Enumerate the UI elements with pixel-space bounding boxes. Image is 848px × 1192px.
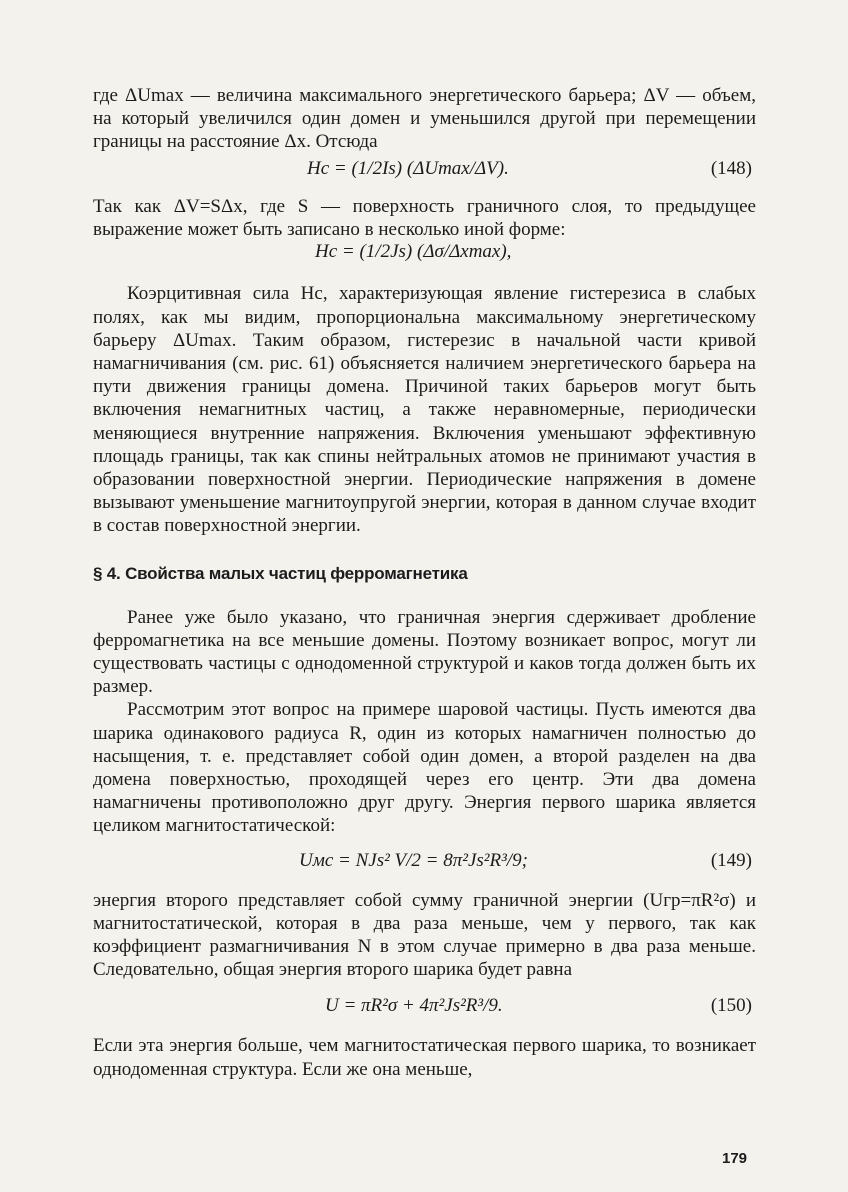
equation-149	[93, 848, 756, 873]
paragraph-7: Если эта энергия больше, чем магнитостатическая первого шарика, то возникает однодоменная структура. Если же она меньше,	[93, 1035, 756, 1080]
section-heading: § 4. Свойства малых частиц ферромагнетика	[93, 563, 468, 583]
paragraph-4: Ранее уже было указано, что граничная энергия сдерживает дробление ферромагнетика на все меньшие домены. Поэтому возникает вопрос, могут ли существовать частицы с однодоменной структурой и каков тогда должен быть их размер.	[93, 606, 756, 698]
page-number: 179	[722, 1150, 748, 1167]
equation-149-expression: Uмс = NJs² V/2 = 8π²Js²R³/9;	[299, 849, 528, 871]
equation-150	[93, 993, 756, 1018]
equation-150-expression: U = πR²σ + 4π²Js²R³/9.	[325, 995, 503, 1017]
equation-148	[93, 156, 756, 181]
paragraph-2: Так как ΔV=SΔx, где S — поверхность граничного слоя, то предыдущее выражение может быть записано в несколько иной форме:	[93, 196, 756, 241]
equation-unnumbered-expression: Hc = (1/2Js) (Δσ/Δxmax),	[315, 241, 512, 263]
equation-148-number: (148)	[710, 158, 752, 179]
equation-unnumbered	[93, 239, 756, 264]
paragraph-1: где ΔUmax — величина максимального энергетического барьера; ΔV — объем, на который увеличился один домен и уменьшился другой при перемещении границы на расстояние Δx. Отсюда	[93, 85, 756, 153]
paragraph-3: Коэрцитивная сила Hc, характеризующая явление гистерезиса в слабых полях, как мы видим, пропорциональна максимальному энергетическому барьеру ΔUmax. Таким образом, гистерезис в начальной части кривой намагничивания (см. рис. 61) объясняется наличием энергетического барьера на пути движения границы домена. Причиной таких барьеров могут быть включения немагнитных частиц, а также неравномерные, периодически меняющиеся внутренние напряжения. Включения уменьшают эффективную площадь границы, так как спины нейтральных атомов не принимают участия в образовании поверхностной энергии. Периодические напряжения в домене вызывают уменьшение магнитоупругой энергии, которая в данном случае входит в состав поверхностной энергии.	[93, 283, 756, 537]
paragraph-5: Рассмотрим этот вопрос на примере шаровой частицы. Пусть имеются два шарика одинакового радиуса R, один из которых намагничен полностью до насыщения, т. е. представляет собой один домен, а второй разделен на два домена поверхностью, проходящей через его центр. Эти два домена намагничены противоположно друг другу. Энергия первого шарика является целиком магнитостатической:	[93, 699, 756, 837]
page-body	[93, 84, 756, 1081]
equation-150-number: (150)	[710, 995, 752, 1017]
equation-149-number: (149)	[710, 849, 752, 871]
equation-148-expression: Hc = (1/2Is) (ΔUmax/ΔV).	[307, 158, 509, 179]
paragraph-6: энергия второго представляет собой сумму граничной энергии (Uгр=πR²σ) и магнитостатической, которая в два раза меньше, чем у первого, так как коэффициент размагничивания N в этом случае примерно в два раза меньше. Следовательно, общая энергия второго шарика будет равна	[93, 889, 756, 981]
